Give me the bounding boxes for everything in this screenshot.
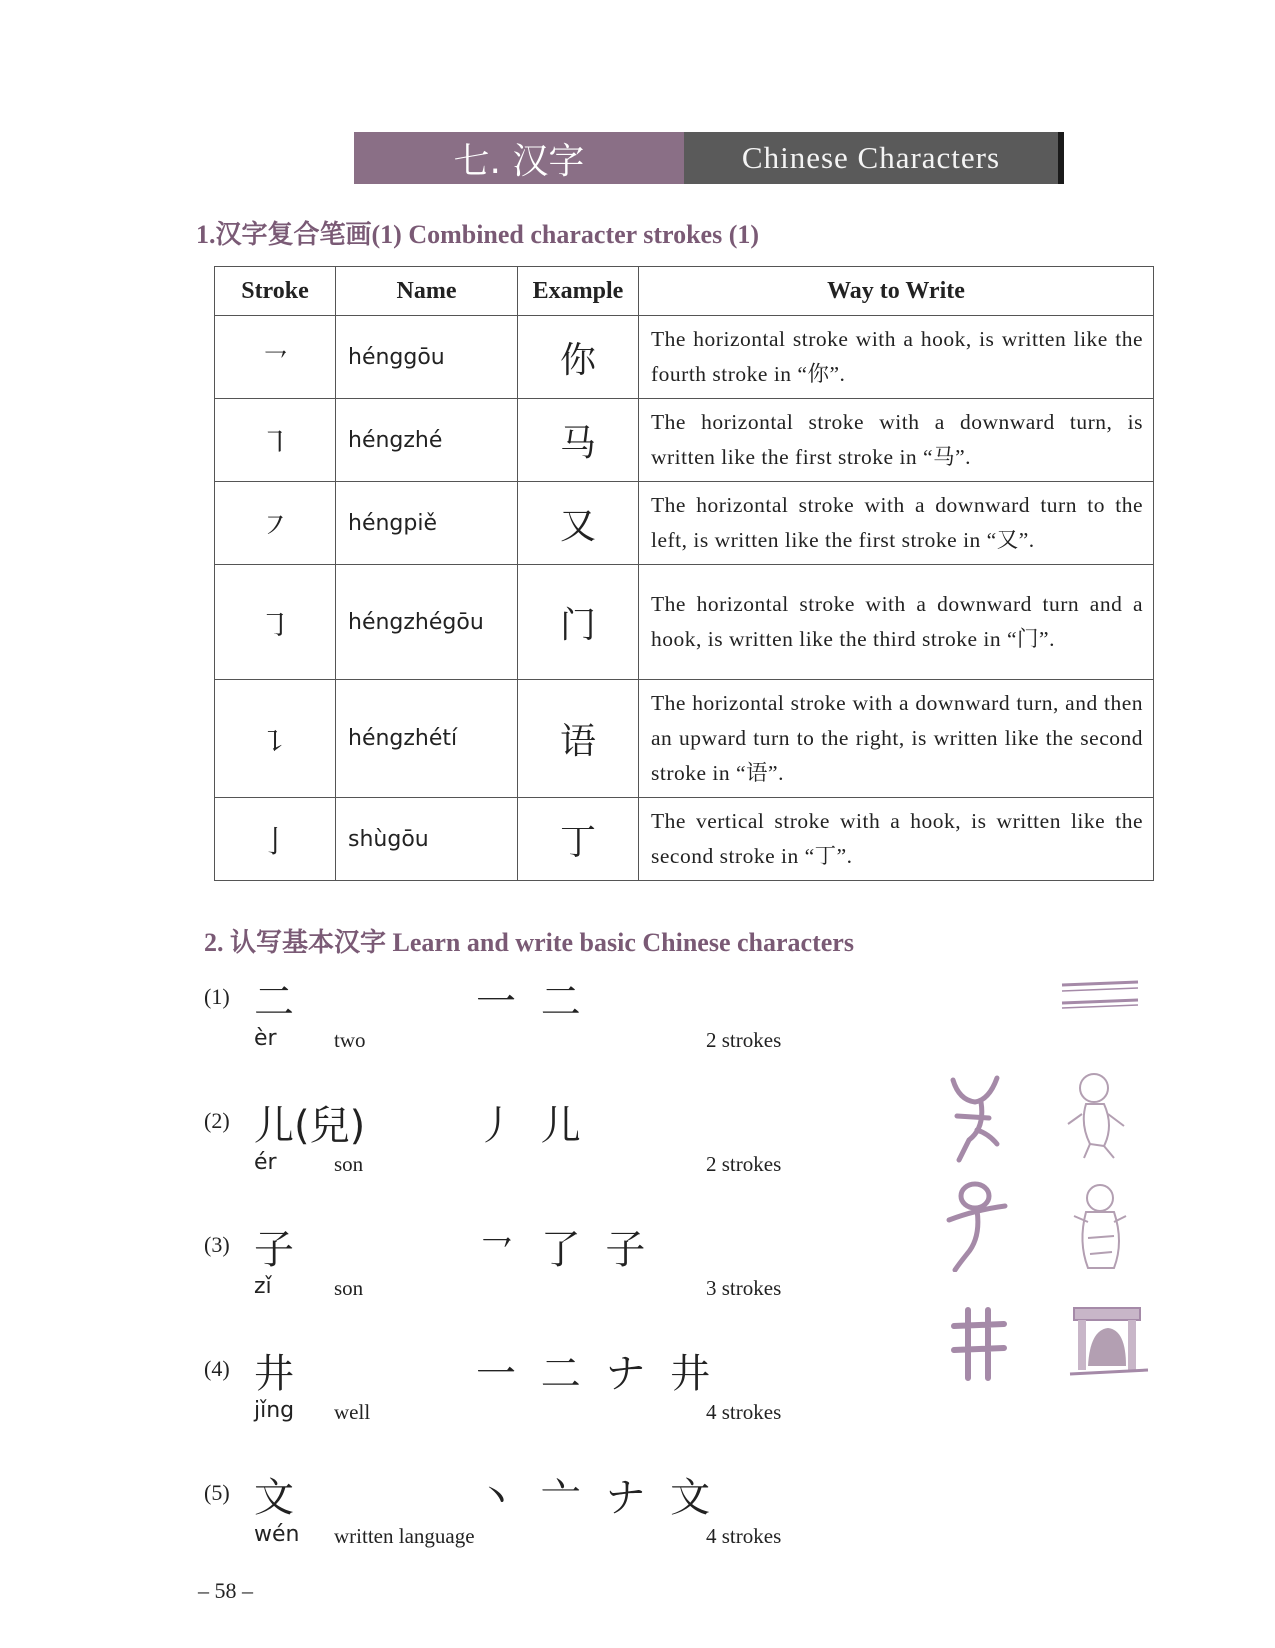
stroke-way: The horizontal stroke with a downward turn and a hook, is written like the third stroke in “门”. — [639, 565, 1154, 680]
entry-character: 二 — [254, 979, 294, 1025]
stroke-order: ㇖ 了 子 — [476, 1227, 652, 1273]
stroke-name: héngzhégōu — [336, 565, 518, 680]
entry-number: (1) — [204, 984, 230, 1009]
character-entry — [204, 1218, 824, 1318]
header-example: Example — [518, 267, 639, 316]
entry-pinyin: èr — [254, 1026, 277, 1051]
swaddled-baby-drawing — [1064, 1176, 1138, 1274]
entry-meaning: written language — [334, 1524, 475, 1548]
baby-drawing — [1060, 1066, 1134, 1160]
oracle-jing-glyph — [950, 1306, 1008, 1382]
entry-character: 儿(兒) — [254, 1103, 366, 1149]
stroke-name: héngzhétí — [336, 680, 518, 798]
stroke-way: The horizontal stroke with a hook, is written like the fourth stroke in “你”. — [639, 316, 1154, 399]
table-row — [215, 399, 1154, 482]
stroke-glyph: 亅 — [215, 798, 336, 881]
banner-english-title: Chinese Characters — [684, 132, 1064, 184]
stroke-glyph: ㇖ — [215, 316, 336, 399]
stroke-order: 丶 亠 ナ 文 — [476, 1475, 717, 1521]
well-drawing — [1066, 1300, 1152, 1382]
chapter-banner — [354, 132, 1064, 184]
stroke-order: 一 二 ナ 井 — [476, 1351, 717, 1397]
page-number: – 58 – — [198, 1578, 253, 1603]
stroke-name: shùgōu — [336, 798, 518, 881]
stroke-name: héngzhé — [336, 399, 518, 482]
stroke-way: The horizontal stroke with a downward turn to the left, is written like the first stroke in “又”. — [639, 482, 1154, 565]
entry-character: 井 — [254, 1351, 294, 1397]
table-row — [215, 680, 1154, 798]
table-row — [215, 482, 1154, 565]
stroke-example: 门 — [518, 565, 639, 680]
entry-pinyin: wén — [254, 1522, 300, 1547]
character-entry — [204, 970, 824, 1070]
oracle-zi-glyph — [945, 1180, 1011, 1272]
stroke-way: The vertical stroke with a hook, is written like the second stroke in “丁”. — [639, 798, 1154, 881]
entry-character: 子 — [254, 1227, 294, 1273]
stroke-table — [214, 266, 1154, 881]
table-row — [215, 798, 1154, 881]
stroke-glyph: ㇇ — [215, 482, 336, 565]
entry-pinyin: jǐng — [254, 1398, 295, 1423]
stroke-order: 丿 儿 — [476, 1103, 587, 1149]
entry-meaning: two — [334, 1028, 366, 1052]
banner-chinese-title: 七. 汉字 — [354, 132, 684, 184]
header-way: Way to Write — [639, 267, 1154, 316]
character-entry — [204, 1094, 824, 1194]
section-1-title: 1.汉字复合笔画(1) Combined character strokes (1) — [196, 220, 760, 249]
stroke-count: 4 strokes — [706, 1400, 782, 1424]
section-2-title: 2. 认写基本汉字 Learn and write basic Chinese characters — [204, 928, 854, 957]
entry-number: (2) — [204, 1108, 230, 1133]
character-entry — [204, 1342, 824, 1442]
stroke-count: 2 strokes — [706, 1152, 782, 1176]
stroke-count: 4 strokes — [706, 1524, 782, 1548]
stroke-example: 丁 — [518, 798, 639, 881]
entry-number: (3) — [204, 1232, 230, 1257]
table-header-row — [215, 267, 1154, 316]
entry-pinyin: zǐ — [254, 1274, 272, 1299]
character-entry — [204, 1466, 824, 1566]
entry-number: (5) — [204, 1480, 230, 1505]
stroke-glyph: ㇕ — [215, 399, 336, 482]
stroke-way: The horizontal stroke with a downward turn, is written like the first stroke in “马”. — [639, 399, 1154, 482]
entry-meaning: well — [334, 1400, 371, 1424]
entry-meaning: son — [334, 1276, 364, 1300]
oracle-er-glyph — [945, 1072, 1007, 1164]
header-name: Name — [336, 267, 518, 316]
stroke-way: The horizontal stroke with a downward turn, and then an upward turn to the right, is written like the second stroke in “语”. — [639, 680, 1154, 798]
stroke-count: 3 strokes — [706, 1276, 782, 1300]
stroke-example: 又 — [518, 482, 639, 565]
entry-character: 文 — [254, 1475, 294, 1521]
header-stroke: Stroke — [215, 267, 336, 316]
stroke-example: 马 — [518, 399, 639, 482]
stroke-count: 2 strokes — [706, 1028, 782, 1052]
table-row — [215, 316, 1154, 399]
stroke-order: 一 二 — [476, 979, 587, 1025]
table-row — [215, 565, 1154, 680]
entry-meaning: son — [334, 1152, 364, 1176]
stroke-name: héngpiě — [336, 482, 518, 565]
two-strokes-illustration — [1058, 975, 1142, 1011]
stroke-example: 语 — [518, 680, 639, 798]
stroke-name: hénggōu — [336, 316, 518, 399]
stroke-example: 你 — [518, 316, 639, 399]
entry-number: (4) — [204, 1356, 230, 1381]
stroke-glyph: ㇆ — [215, 565, 336, 680]
entry-pinyin: ér — [254, 1150, 277, 1175]
stroke-glyph: ㇊ — [215, 680, 336, 798]
